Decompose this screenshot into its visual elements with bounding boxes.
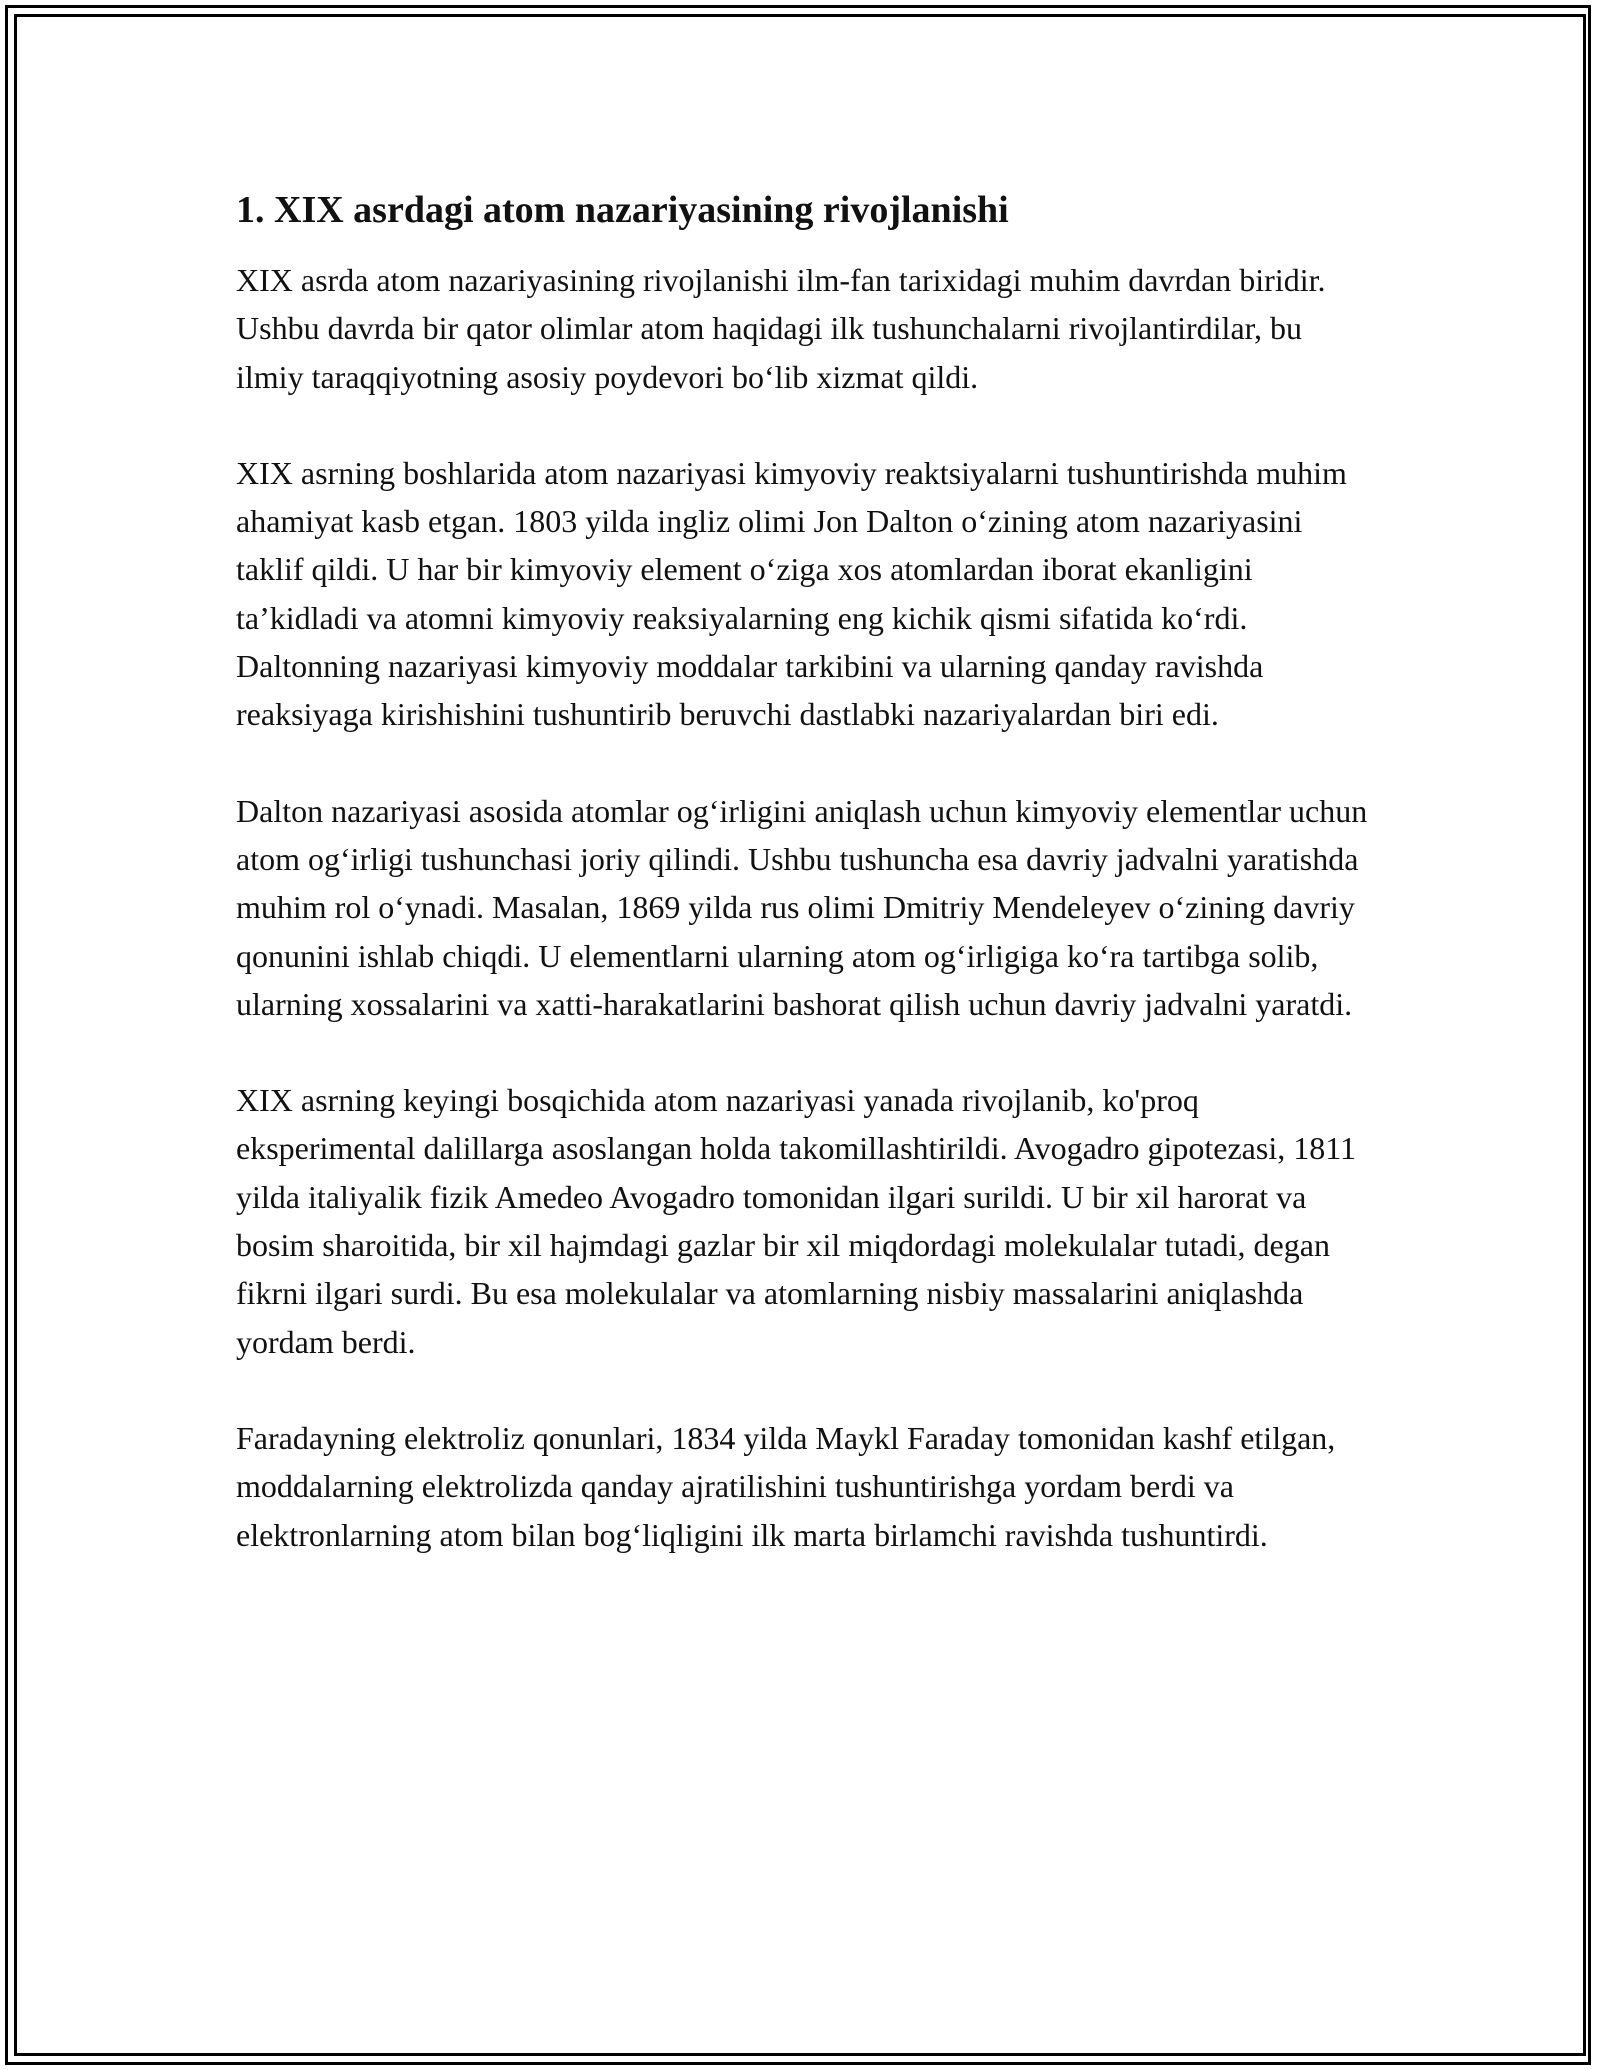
document-body	[236, 186, 1376, 1607]
paragraph-faraday: Faradayning elektroliz qonunlari, 1834 yilda Maykl Faraday tomonidan kashf etilgan, moddalarning elektrolizda qanday ajratilishini tushuntirishga yordam berdi va elektronlarning atom bilan bog‘liqligini ilk marta birlamchi ravishda tushuntirdi.	[236, 1419, 1336, 1553]
paragraph-avogadro: XIX asrning keyingi bosqichida atom nazariyasi yanada rivojlanib, ko'proq eksperimental dalillarga asoslangan holda takomillashtirildi. Avogadro gipotezasi, 1811 yilda italiyalik fizik Amedeo Avogadro tomonidan ilgari surildi. U bir xil harorat va bosim sharoitida, bir xil hajmdagi gazlar bir xil miqdordagi molekulalar tutadi, degan fikrni ilgari surdi. Bu esa molekulalar va atomlarning nisbiy massalarini aniqlashda yordam berdi.	[236, 1082, 1357, 1360]
section-heading: 1. XIX asrdagi atom nazariyasining rivojlanishi	[236, 189, 1009, 231]
paragraph-mendeleyev: Dalton nazariyasi asosida atomlar og‘irligini aniqlash uchun kimyoviy elementlar uchun atom og‘irligi tushunchasi joriy qilindi. Ushbu tushuncha esa davriy jadvalni yaratishda muhim rol o‘ynadi. Masalan, 1869 yilda rus olimi Dmitriy Mendeleyev o‘zining davriy qonunini ishlab chiqdi. U elementlarni ularning atom og‘irligiga ko‘ra tartibga solib, ularning xossalarini va xatti-harakatlarini bashorat qilish uchun davriy jadvalni yaratdi.	[236, 792, 1368, 1022]
paragraph-intro: XIX asrda atom nazariyasining rivojlanishi ilm-fan tarixidagi muhim davrdan biridir. Ushbu davrda bir qator olimlar atom haqidagi ilk tushunchalarni rivojlantirdilar, bu ilmiy taraqqiyotning asosiy poydevori bo‘lib xizmat qildi.	[236, 262, 1326, 395]
paragraph-dalton: XIX asrning boshlarida atom nazariyasi kimyoviy reaktsiyalarni tushuntirishda muhim ahamiyat kasb etgan. 1803 yilda ingliz olimi Jon Dalton o‘zining atom nazariyasini taklif qildi. U har bir kimyoviy element o‘ziga xos atomlardan iborat ekanligini ta’kidladi va atomni kimyoviy reaksiyalarning eng kichik qismi sifatida ko‘rdi. Daltonning nazariyasi kimyoviy moddalar tarkibini va ularning qanday ravishda reaksiyaga kirishishini tushuntirib beruvchi dastlabki nazariyalardan biri edi.	[236, 454, 1347, 733]
